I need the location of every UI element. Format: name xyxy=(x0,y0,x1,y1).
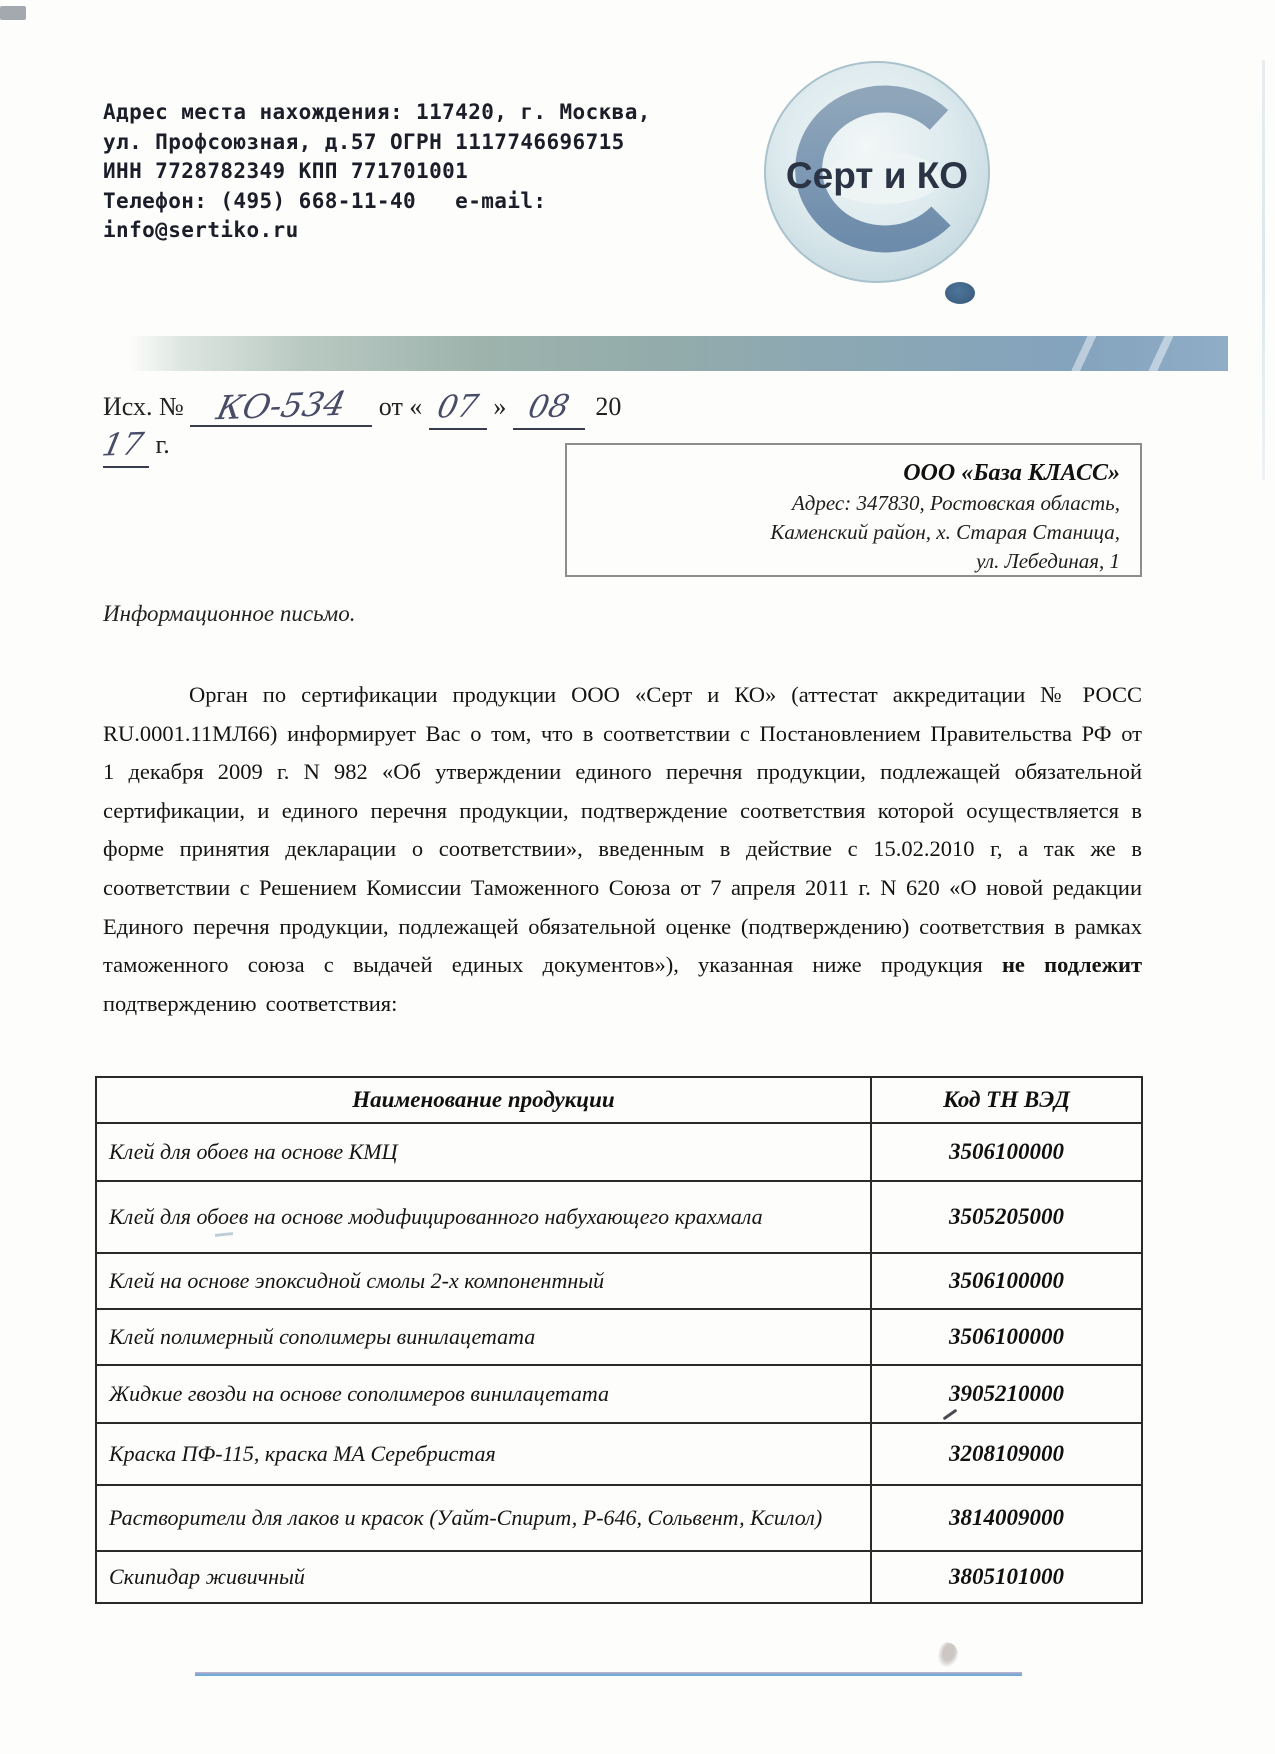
table-row xyxy=(96,1253,1142,1309)
logo-text: Серт и КО xyxy=(785,155,969,196)
tnved-code-cell: 3505205000 xyxy=(871,1181,1142,1253)
letter-body-paragraph xyxy=(103,676,1142,1023)
table-row xyxy=(96,1123,1142,1181)
table-row xyxy=(96,1181,1142,1253)
ref-ot-label: от « xyxy=(378,392,423,421)
sender-address-line: ул. Профсоюзная, д.57 ОГРН 1117746696715 xyxy=(103,129,625,154)
col-header-product-name: Наименование продукции xyxy=(96,1077,871,1123)
ref-year-suffix: г. xyxy=(155,430,170,459)
body-text: подтверждению соответствия: xyxy=(103,990,398,1016)
ref-year-blank xyxy=(99,426,149,468)
products-table xyxy=(95,1076,1143,1604)
tnved-code-cell: 3208109000 xyxy=(871,1423,1142,1485)
sender-address-line: Телефон: (495) 668-11-40 e-mail: xyxy=(103,188,547,213)
sender-email-line: info@sertiko.ru xyxy=(103,218,299,242)
recipient-address-line: Адрес: 347830, Ростовская область, xyxy=(791,491,1120,515)
body-text-bold: не подлежит xyxy=(1001,952,1142,978)
product-name-cell: Клей на основе эпоксидной смолы 2-х компонентный xyxy=(96,1253,871,1309)
tnved-code-cell: 3506100000 xyxy=(871,1123,1142,1181)
sender-address-line: ИНН 7728782349 КПП 771701001 xyxy=(103,159,469,183)
sender-address-block xyxy=(103,98,651,246)
ref-year-prefix: 20 xyxy=(595,392,622,421)
scan-smudge xyxy=(935,1640,961,1669)
handwritten-tick xyxy=(943,1409,958,1421)
table-row xyxy=(96,1365,1142,1423)
ref-month-blank xyxy=(513,388,585,430)
product-name-cell: Краска ПФ-115, краска МА Серебристая xyxy=(96,1423,871,1485)
recipient-address-line: Каменский район, х. Старая Станица, xyxy=(770,520,1120,544)
recipient-box xyxy=(565,443,1142,577)
table-row xyxy=(96,1551,1142,1603)
handwritten-ref-number: КО-534 xyxy=(213,383,350,428)
col-header-tnved-code: Код ТН ВЭД xyxy=(871,1077,1142,1123)
body-text: Орган по сертификации продукции ООО «Серт и КО» (аттестат аккредитации № РОСС RU.0001.11МЛ66) информирует Вас о том, что в соответствии с Постановлением Правительства РФ от 1 декабря 2009 г. N 982 «Об утверждении единого перечня продукции, подлежащей обязательной сертификации, и единого перечня продукции, подтверждение соответствия которой осуществляется в форме принятия декларации о соответствии», введенным в действие с 15.02.2010 г, а так же в соответствии с Решением Комиссии Таможенного Союза от 7 апреля 2011 г. N 620 «О новой редакции Единого перечня продукции, подлежащей обязательной оценке (подтверждению) соответствия в рамках таможенного союза с выдачей единых документов»), указанная ниже продукция xyxy=(103,682,1142,978)
sertiko-logo-icon xyxy=(763,60,993,288)
ref-close-quote: » xyxy=(493,392,507,421)
tnved-code-cell: 3814009000 xyxy=(871,1485,1142,1551)
ref-day-blank xyxy=(429,388,487,430)
table-row xyxy=(96,1485,1142,1551)
tnved-code-cell: 3506100000 xyxy=(871,1309,1142,1365)
product-name-cell: Жидкие гвозди на основе сополимеров винилацетата xyxy=(96,1365,871,1423)
tnved-code-cell: 3506100000 xyxy=(871,1253,1142,1309)
handwritten-month: 08 xyxy=(525,388,573,426)
logo-bottom-dot xyxy=(945,282,975,304)
table-row xyxy=(96,1423,1142,1485)
table-row xyxy=(96,1309,1142,1365)
pencil-mark xyxy=(215,1232,233,1237)
product-name-cell: Скипидар живичный xyxy=(96,1551,871,1603)
footer-blue-rule xyxy=(195,1672,1022,1676)
handwritten-year: 17 xyxy=(99,426,147,464)
scan-edge-shadow xyxy=(1262,60,1265,480)
letter-type-heading: Информационное письмо. xyxy=(103,601,356,626)
table-header-row xyxy=(96,1077,1142,1123)
product-name-cell: Клей полимерный сополимеры винилацетата xyxy=(96,1309,871,1365)
product-name-text: Клей для обоев на основе модифицированного набухающего крахмала xyxy=(109,1204,763,1229)
tnved-code-cell xyxy=(871,1365,1142,1423)
ref-number-blank xyxy=(190,383,372,428)
outgoing-reference-line xyxy=(99,383,663,464)
recipient-name: ООО «База КЛАСС» xyxy=(903,460,1120,486)
product-name-cell: Растворители для лаков и красок (Уайт-Спирит, Р-646, Сольвент, Ксилол) xyxy=(96,1485,871,1551)
sender-address-line: Адрес места нахождения: 117420, г. Москва, xyxy=(103,100,651,124)
handwritten-day: 07 xyxy=(434,388,482,426)
tnved-code-cell: 3805101000 xyxy=(871,1551,1142,1603)
product-name-cell xyxy=(96,1181,871,1253)
recipient-address-line: ул. Лебединая, 1 xyxy=(976,549,1120,573)
ref-prefix: Исх. № xyxy=(103,392,184,421)
scan-corner-artifact xyxy=(0,6,26,20)
sertiko-logo xyxy=(763,60,993,288)
header-gradient-band xyxy=(128,336,1228,371)
product-name-cell: Клей для обоев на основе КМЦ xyxy=(96,1123,871,1181)
tnved-code-text: 3905210000 xyxy=(949,1381,1064,1406)
